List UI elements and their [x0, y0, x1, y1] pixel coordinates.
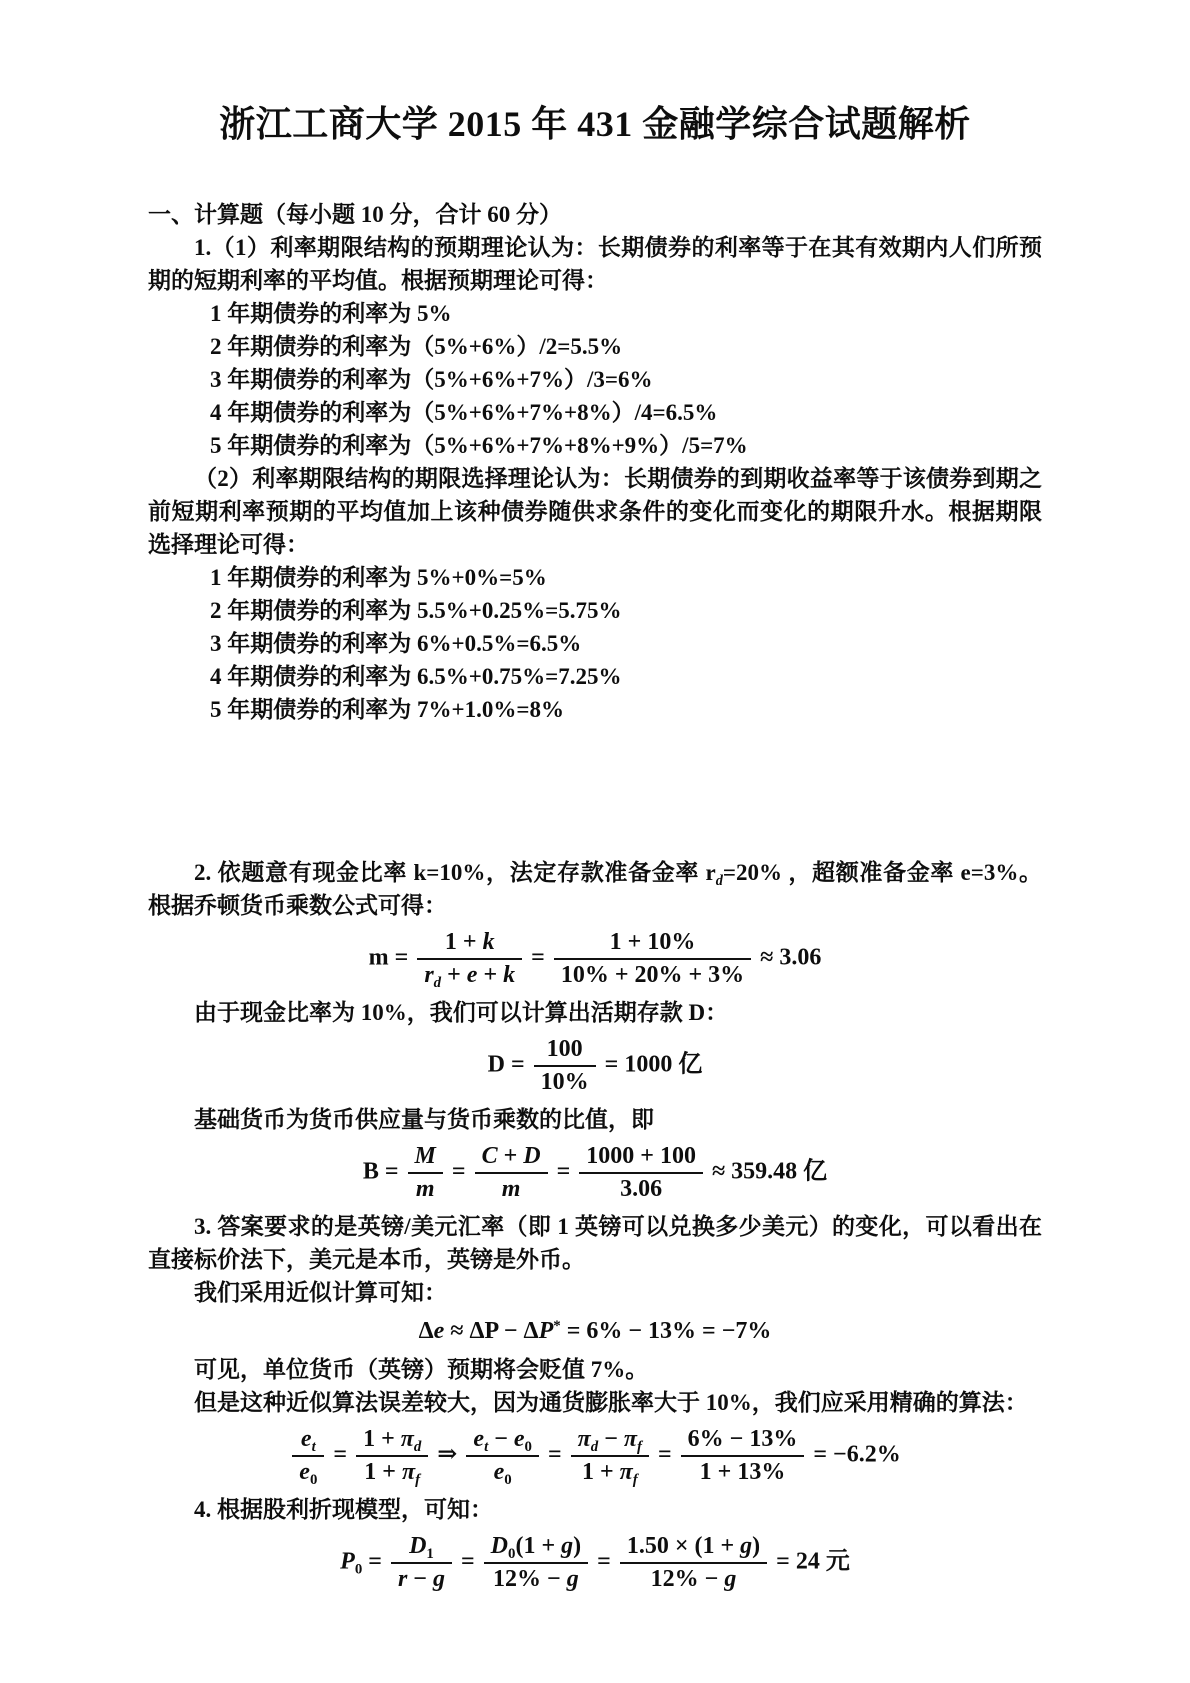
fraction [417, 929, 522, 992]
fraction-denominator [391, 1562, 452, 1593]
text-run: ) [752, 1533, 761, 1559]
text-run: 基础货币为货币供应量与货币乘数的比值，即 [194, 1107, 654, 1132]
text-run: 1 年期债券的利率为 5% [210, 301, 452, 326]
text-run: 2. 依题意有现金比率 k=10%，法定存款准备金率 r [194, 860, 716, 885]
subscript: f [415, 1472, 421, 1489]
list-line [148, 297, 1042, 330]
fraction [391, 1533, 452, 1593]
text-run: e [299, 1459, 310, 1485]
text-run: = [362, 1548, 388, 1575]
list-line [148, 429, 1042, 462]
fraction-denominator [466, 1455, 539, 1489]
fraction-numerator [408, 1143, 443, 1172]
document-body [148, 198, 1042, 1593]
text-run: = 24 元 [770, 1548, 850, 1575]
fraction-numerator [554, 929, 751, 958]
subscript: 0 [309, 1472, 318, 1489]
text-run: 1000 + 100 [586, 1143, 696, 1169]
text-run: = [454, 1548, 481, 1575]
text-run: − [488, 1426, 514, 1452]
fraction [579, 1143, 703, 1203]
paragraph-q2-setup [148, 856, 1042, 922]
text-run: π [401, 1459, 416, 1485]
text-run: r [424, 962, 434, 988]
list-line [148, 594, 1042, 627]
text-run: 1 + [363, 1426, 401, 1452]
subscript: d [590, 1439, 599, 1456]
list-line [148, 396, 1042, 429]
text-run: 1.50 × (1 + [626, 1533, 741, 1559]
subscript: 0 [524, 1439, 532, 1456]
text-run: =20% ，超额准备金率 e=3%。根据乔顿货币乘数公式可得： [148, 860, 1043, 918]
text-run: π [619, 1459, 633, 1485]
text-run: g [566, 1566, 579, 1592]
fraction-numerator [356, 1426, 428, 1455]
text-run: （2）利率期限结构的期限选择理论认为：长期债券的到期收益率等于该债券到期之前短期利率预期的平均值加上该种债券随供求条件的变化而变化的期限升水。根据期限选择理论可得： [148, 466, 1042, 557]
paragraph-q3-depreciation [148, 1353, 1042, 1386]
text-run: g [432, 1566, 445, 1592]
fraction-denominator [571, 1455, 649, 1489]
text-run: e [513, 1426, 525, 1452]
fraction-denominator [417, 958, 522, 992]
text-run: ≈ ΔP − Δ [444, 1318, 539, 1344]
paragraph-q3-exact-intro [148, 1386, 1042, 1419]
text-run: P [340, 1548, 355, 1575]
text-run: = [541, 1441, 568, 1468]
text-run: D [409, 1533, 427, 1559]
fraction [620, 1533, 767, 1593]
text-run: + [497, 1143, 524, 1169]
list-line [148, 693, 1042, 726]
text-run: P [538, 1318, 554, 1344]
text-run: − [598, 1426, 624, 1452]
fraction [408, 1143, 443, 1203]
text-run: 3.06 [620, 1176, 663, 1202]
fraction-denominator [484, 1562, 588, 1593]
formula-monetary-base [148, 1143, 1042, 1203]
fraction-numerator [534, 1036, 596, 1065]
list-line [148, 330, 1042, 363]
text-run: = [445, 1158, 472, 1185]
list-line [148, 627, 1042, 660]
fraction-denominator [534, 1065, 596, 1096]
fraction-numerator [466, 1426, 539, 1455]
subscript: 0 [504, 1472, 512, 1489]
fraction-numerator [391, 1533, 452, 1562]
text-run: B = [362, 1158, 405, 1185]
paragraph-q1-preferred-habitat [148, 462, 1042, 561]
text-run: 1 + 10% [609, 929, 696, 955]
fraction [571, 1426, 649, 1489]
text-run: e [300, 1426, 312, 1452]
fraction [484, 1533, 588, 1593]
section-heading [148, 198, 1042, 231]
text-run: 但是这种近似算法误差较大，因为通货膨胀率大于 10%，我们应采用精确的算法： [194, 1390, 1028, 1415]
superscript: * [553, 1317, 561, 1334]
list-line [148, 660, 1042, 693]
text-run: m = [368, 944, 415, 971]
fraction [356, 1426, 428, 1489]
text-run: 4 年期债券的利率为 6.5%+0.75%=7.25% [210, 664, 622, 689]
text-run: 2 年期债券的利率为（5%+6%）/2=5.5% [210, 334, 623, 359]
text-run: = [550, 1158, 577, 1185]
text-run: M [414, 1143, 436, 1169]
text-run: m [501, 1176, 521, 1202]
fraction [554, 929, 751, 989]
paragraph-q3-approx-intro [148, 1276, 1042, 1309]
document-title: 浙江工商大学 2015 年 431 金融学综合试题解析 [219, 104, 971, 144]
fraction-numerator [571, 1426, 649, 1455]
subscript: 0 [354, 1561, 363, 1578]
text-run: = −6.2% [807, 1441, 901, 1468]
text-run: D [523, 1143, 541, 1169]
fraction-numerator [475, 1143, 548, 1172]
text-run: k [482, 929, 495, 955]
text-run: 6% − 13% [687, 1426, 798, 1452]
text-run: 1 + [364, 1459, 402, 1485]
fraction-denominator [408, 1172, 443, 1203]
text-run: 我们采用近似计算可知： [194, 1280, 447, 1305]
text-run: C [481, 1143, 498, 1169]
fraction-denominator [292, 1455, 324, 1489]
paragraph-q2-deposits [148, 996, 1042, 1029]
text-run: g [561, 1533, 574, 1559]
text-run: 3 年期债券的利率为（5%+6%+7%）/3=6% [210, 367, 653, 392]
fraction [466, 1426, 539, 1489]
text-run: ≈ 359.48 亿 [705, 1158, 828, 1185]
fraction-denominator [475, 1172, 548, 1203]
list-line [148, 363, 1042, 396]
fraction-numerator [417, 929, 522, 958]
fraction-denominator [356, 1455, 428, 1489]
fraction [681, 1426, 805, 1486]
formula-exact-change [148, 1426, 1042, 1489]
text-run: 4. 根据股利折现模型，可知： [194, 1497, 493, 1522]
text-run: 1 年期债券的利率为 5%+0%=5% [210, 565, 547, 590]
text-run: = [327, 1441, 354, 1468]
formula-demand-deposits [148, 1036, 1042, 1096]
text-run: Δ [418, 1318, 434, 1344]
subscript: 0 [508, 1546, 516, 1563]
paragraph-q1-expectations-theory [148, 231, 1042, 297]
text-run: 一、计算题（每小题 10 分，合计 60 分） [148, 202, 562, 227]
text-run: ≈ 3.06 [754, 944, 822, 971]
subscript: d [413, 1439, 422, 1456]
text-run: = [651, 1441, 678, 1468]
text-run: = [591, 1548, 617, 1575]
text-run: 5 年期债券的利率为 7%+1.0%=8% [210, 697, 564, 722]
subscript: f [632, 1472, 638, 1489]
text-run: 可见，单位货币（英镑）预期将会贬值 7%。 [194, 1357, 649, 1382]
subscript: f [637, 1439, 642, 1456]
formula-approximate-change [148, 1316, 1042, 1346]
text-run: ) [573, 1533, 582, 1559]
fraction-numerator [292, 1426, 324, 1455]
text-run: + [441, 962, 467, 988]
text-run: = 6% − 13% = −7% [560, 1318, 772, 1344]
fraction [534, 1036, 596, 1096]
fraction [292, 1426, 324, 1489]
text-run: 10% + 20% + 3% [560, 962, 745, 988]
text-run: ⇒ [431, 1441, 464, 1468]
spacer [148, 726, 1042, 856]
text-run: 1 + 13% [699, 1459, 786, 1485]
fraction-numerator [620, 1533, 767, 1562]
text-run: (1 + [515, 1533, 562, 1559]
text-run: e [466, 962, 478, 988]
paragraph-q3-setup [148, 1210, 1042, 1276]
text-run: 1.（1）利率期限结构的预期理论认为：长期债券的利率等于在其有效期内人们所预期的短期利率的平均值。根据预期理论可得： [148, 235, 1042, 293]
text-run: = 1000 亿 [598, 1051, 703, 1078]
fraction-numerator [681, 1426, 805, 1455]
text-run: 3 年期债券的利率为 6%+0.5%=6.5% [210, 631, 582, 656]
text-run: 1 + [444, 929, 483, 955]
text-run: 12% − [493, 1566, 567, 1592]
fraction-denominator [620, 1562, 767, 1593]
text-run: 4 年期债券的利率为（5%+6%+7%+8%）/4=6.5% [210, 400, 718, 425]
text-run: g [740, 1533, 753, 1559]
text-run: 3. 答案要求的是英镑/美元汇率（即 1 英镑可以兑换多少美元）的变化，可以看出在直接标价法下，美元是本币，英镑是外币。 [148, 1214, 1042, 1272]
text-run: e [433, 1318, 445, 1344]
text-run: − [407, 1566, 433, 1592]
list-line [148, 561, 1042, 594]
text-run: k [503, 962, 516, 988]
fraction-numerator [484, 1533, 588, 1562]
text-run: m [415, 1176, 435, 1202]
text-run: r [397, 1566, 408, 1592]
subscript: d [715, 872, 723, 889]
paragraph-q4-setup [148, 1493, 1042, 1526]
fraction-denominator [681, 1455, 805, 1486]
formula-dividend-discount [148, 1533, 1042, 1593]
text-run: 100 [546, 1036, 583, 1062]
text-run: π [623, 1426, 638, 1452]
paragraph-q2-base-money [148, 1103, 1042, 1136]
text-run: + [477, 962, 504, 988]
subscript: t [484, 1439, 489, 1456]
text-run: 1 + [581, 1459, 620, 1485]
text-run: e [493, 1459, 505, 1485]
formula-money-multiplier [148, 929, 1042, 992]
text-run: D = [487, 1051, 531, 1078]
subscript: 1 [426, 1546, 434, 1563]
fraction-denominator [579, 1172, 703, 1203]
text-run: 由于现金比率为 10%，我们可以计算出活期存款 D： [194, 1000, 729, 1025]
subscript: t [311, 1439, 316, 1456]
text-run: e [473, 1426, 485, 1452]
text-run: 12% − [650, 1566, 725, 1592]
fraction [475, 1143, 548, 1203]
text-run: D [490, 1533, 509, 1559]
fraction-denominator [554, 958, 751, 989]
text-run: π [577, 1426, 591, 1452]
text-run: g [724, 1566, 737, 1592]
fraction-numerator [579, 1143, 703, 1172]
subscript: d [433, 975, 442, 992]
text-run: 2 年期债券的利率为 5.5%+0.25%=5.75% [210, 598, 622, 623]
text-run: = [525, 944, 551, 971]
text-run: π [400, 1426, 414, 1452]
text-run: 10% [540, 1069, 589, 1095]
text-run: 5 年期债券的利率为（5%+6%+7%+8%+9%）/5=7% [210, 433, 748, 458]
